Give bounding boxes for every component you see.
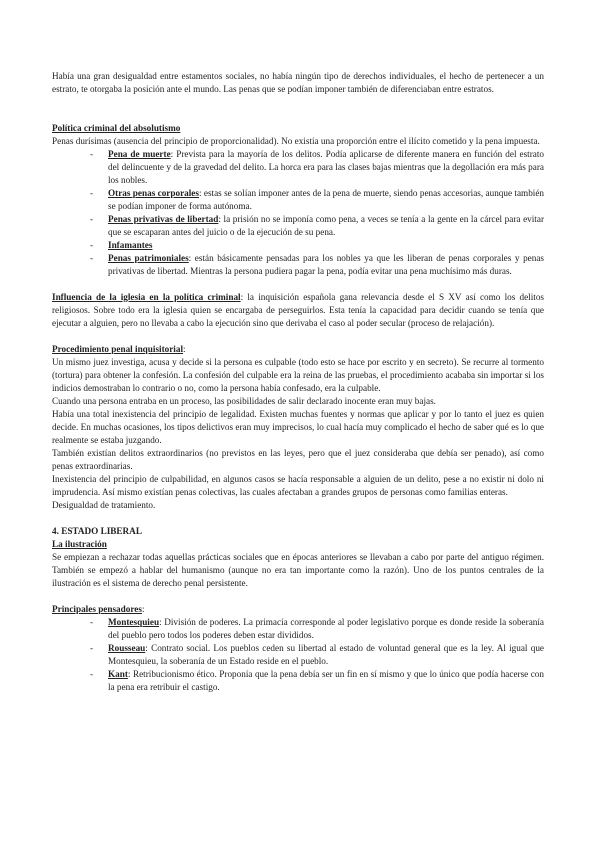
section-heading-politica: Política criminal del absolutismo <box>52 123 181 133</box>
term-label: Kant <box>108 669 128 679</box>
heading-colon: : <box>183 344 186 354</box>
heading-colon: : <box>141 604 145 614</box>
pensadores-list <box>52 616 544 694</box>
term-label: Otras penas corporales <box>108 188 199 198</box>
subheading-ilustracion: La ilustración <box>52 539 107 549</box>
term-label: Penas privativas de libertad <box>108 214 219 224</box>
list-item <box>90 642 544 668</box>
dash-bullet: - <box>90 669 94 679</box>
document-page <box>52 70 544 694</box>
dash-bullet: - <box>90 188 94 198</box>
pensadores-heading-line <box>52 603 544 616</box>
term-description: : estas se solían imponer antes de la pena de muerte, siendo penas accesorias, aunque también se podían imponer de forma autónoma. <box>108 188 545 211</box>
term-description: : Contrato social. Los pueblos ceden su libertad al estado de voluntad general que es la ley. Al igual que Montesquieu, la soberanía de un Estado reside en el pueblo. <box>108 643 544 666</box>
list-item <box>90 616 544 642</box>
intro-paragraph: Había una gran desigualdad entre estamentos sociales, no había ningún tipo de derechos individuales, el hecho de pertenecer a un estrato, te otorgaba la posición ante el mundo. Las penas que se podían imponer también de diferenciaban entre estratos. <box>52 71 544 94</box>
term-description: : Retribucionismo ético. Proponía que la pena debía ser un fin en sí mismo y que lo único que podía hacerse con la pena era retribuir el castigo. <box>108 669 544 692</box>
procedimiento-heading-line <box>52 343 544 356</box>
list-item <box>90 187 545 213</box>
list-item <box>90 239 544 252</box>
term-description: : División de poderes. La primacía corresponde al poder legislativo porque es donde reside la soberanía del pueblo pero todos los poderes deben estar divididos. <box>108 617 544 640</box>
politica-list <box>52 148 544 278</box>
section-heading-procedimiento: Procedimiento penal inquisitorial <box>52 344 184 354</box>
procedimiento-paragraph: Había una total inexistencia del principio de legalidad. Existen muchas fuentes y normas que aplicar y por lo tanto el juez es quien decide. En muchas ocasiones, los tipos delictivos eran muy imprecisos, lo cual hacía muy complicado el hecho de saber qué es lo que realmente se estaba juzgando. <box>52 409 544 445</box>
dash-bullet: - <box>90 149 94 159</box>
politica-paragraph: Penas durísimas (ausencia del principio de proporcionalidad). No existía una proporción entre el ilícito cometido y la pena impuesta. <box>52 136 540 146</box>
term-description: : están básicamente pensadas para los nobles ya que les liberan de penas corporales y penas privativas de libertad. Mientras la persona pudiera pagar la pena, podía evitar una pena muchísimo más duras. <box>108 253 544 276</box>
section-heading-pensadores: Principales pensadores <box>52 604 142 614</box>
procedimiento-paragraph: Desigualdad de tratamiento. <box>52 500 156 510</box>
procedimiento-paragraph: Inexistencia del principio de culpabilidad, en algunos casos se hacía responsable a alguien de un delito, pese a no existir ni dolo ni imprudencia. Así mismo existían penas colectivas, las cuales afectaban a grandes grupos de personas como familias enteras. <box>52 474 544 497</box>
dash-bullet: - <box>90 253 94 263</box>
iglesia-paragraph <box>52 291 544 330</box>
dash-bullet: - <box>90 617 94 627</box>
list-item <box>90 213 545 239</box>
section-heading-iglesia: Influencia de la iglesia en la política criminal <box>52 292 241 302</box>
list-item <box>90 668 544 694</box>
dash-bullet: - <box>90 240 94 250</box>
list-item <box>90 148 544 187</box>
procedimiento-paragraph: También existían delitos extraordinarios (no previstos en las leyes, pero que el juez consideraba que debía ser penado), así como penas extraordinarias. <box>52 448 544 471</box>
term-label: Infamantes <box>108 240 153 250</box>
term-description: : Prevista para la mayoría de los delitos. Podía aplicarse de diferente manera en función del estrato del delincuente y de la gravedad del delito. La horca era para las clases bajas mientras que la degollación era más para los nobles. <box>108 149 544 185</box>
iglesia-text: : la inquisición española gana relevancia desde el S XV así como los delitos religiosos. Sobre todo era la iglesia quien se encargaba de perseguirlos. Esta tenía la capacidad para decidir cuando se tenía que ejecutar a alguien, pero no llevaba a cabo la ejecución sino que derivaba el caso al poder secular (proceso de relajación). <box>52 292 545 328</box>
term-label: Pena de muerte <box>108 149 171 159</box>
section-heading-estado: 4. ESTADO LIBERAL <box>52 526 142 536</box>
term-description: : la prisión no se imponía como pena, a veces se tenía a la gente en la cárcel para evitar que se escaparan antes del juicio o de la ejecución de su pena. <box>108 214 545 237</box>
procedimiento-paragraph: Cuando una persona entraba en un proceso, las posibilidades de salir declarado inocente eran muy bajas. <box>52 396 436 406</box>
term-label: Montesquieu <box>108 617 160 627</box>
procedimiento-paragraph: Un mismo juez investiga, acusa y decide si la persona es culpable (todo esto se hace por escrito y en secreto). Se recurre al tormento (tortura) para obtener la confesión. La confesión del culpable era la reina de las pruebas, el procedimiento acababa sin importar si los indicios demostraban lo contrario o no, como la persona había confesado, era la culpable. <box>52 357 544 393</box>
list-item <box>90 252 544 278</box>
ilustracion-paragraph: Se empiezan a rechazar todas aquellas prácticas sociales que en épocas anteriores se llevaban a cabo por parte del antiguo régimen. También se empezó a hablar del humanismo (aunque no era tan importante como la razón). Uno de los puntos centrales de la ilustración es el sistema de derecho penal persistente. <box>52 552 544 588</box>
term-label: Rousseau <box>108 643 146 653</box>
dash-bullet: - <box>90 214 94 224</box>
term-label: Penas patrimoniales <box>108 253 189 263</box>
dash-bullet: - <box>90 643 94 653</box>
